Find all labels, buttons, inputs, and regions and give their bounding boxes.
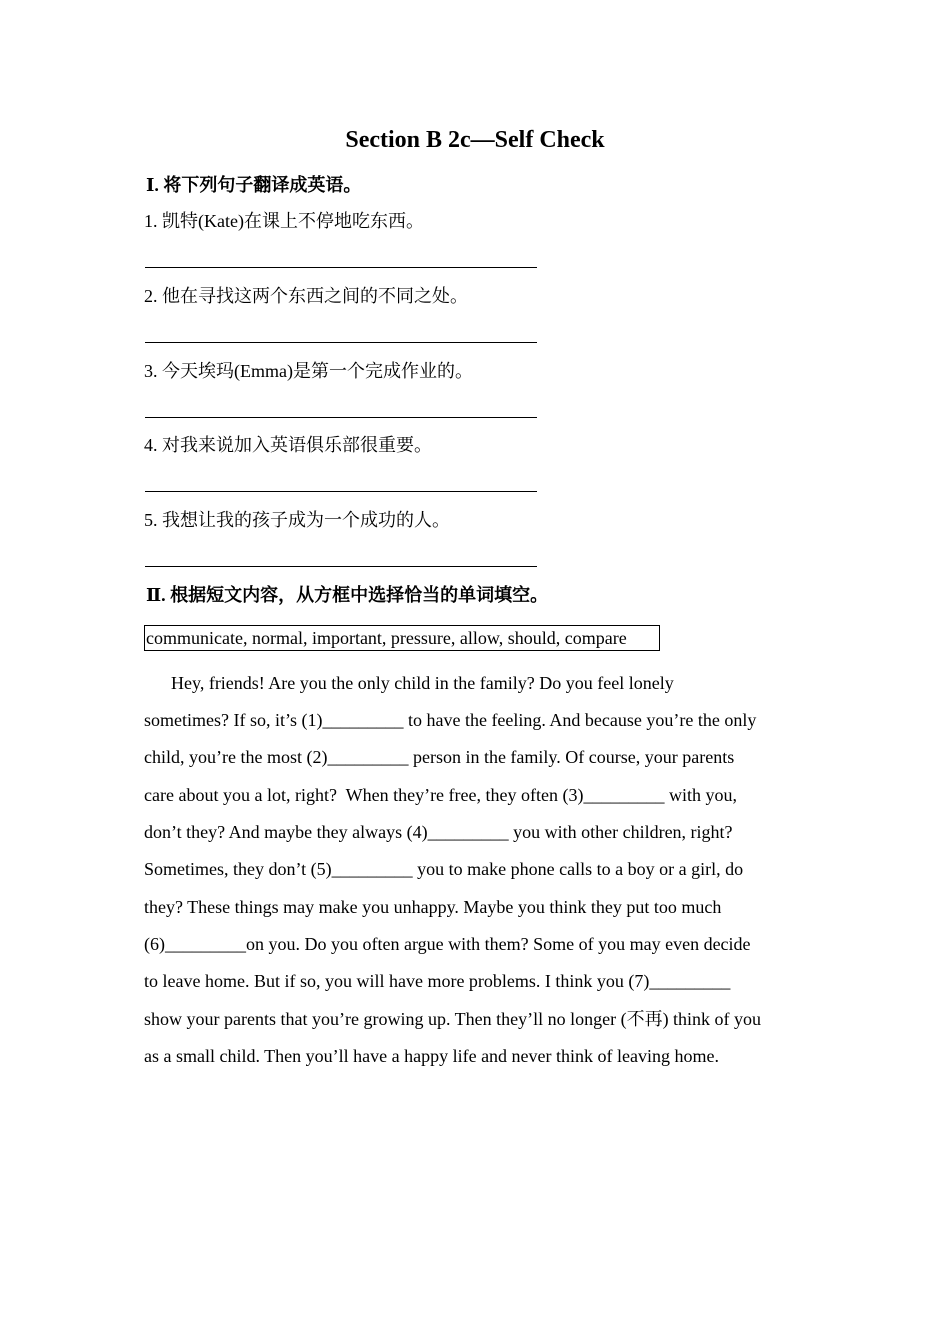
passage-line: don’t they? And maybe they always (4)_________ you with other children, right? (144, 822, 733, 842)
passage-line: they? These things may make you unhappy. Maybe you think they put too much (144, 897, 722, 917)
passage-line: as a small child. Then you’ll have a happy life and never think of leaving home. (144, 1046, 719, 1066)
passage-line: Hey, friends! Are you the only child in the family? Do you feel lonely (144, 673, 674, 693)
question-5: 5. 我想让我的孩子成为一个成功的人。 (144, 510, 450, 530)
answer-line-2[interactable] (145, 342, 537, 343)
passage-line: (6)_________on you. Do you often argue with them? Some of you may even decide (144, 934, 751, 954)
passage-line: sometimes? If so, it’s (1)_________ to have the feeling. And because you’re the only (144, 710, 757, 730)
passage-line: care about you a lot, right? When they’re free, they often (3)_________ with you, (144, 785, 737, 805)
part2-heading: Ⅱ. 根据短文内容，从方框中选择恰当的单词填空。 (146, 585, 549, 605)
question-1: 1. 凯特(Kate)在课上不停地吃东西。 (144, 211, 424, 231)
question-2: 2. 他在寻找这两个东西之间的不同之处。 (144, 286, 468, 306)
word-bank-box: communicate, normal, important, pressure, allow, should, compare (144, 625, 660, 651)
question-3: 3. 今天埃玛(Emma)是第一个完成作业的。 (144, 361, 473, 381)
answer-line-3[interactable] (145, 417, 537, 418)
passage-line: Sometimes, they don’t (5)_________ you to make phone calls to a boy or a girl, do (144, 859, 744, 879)
answer-line-1[interactable] (145, 267, 537, 268)
passage-line: child, you’re the most (2)_________ person in the family. Of course, your parents (144, 747, 735, 767)
answer-line-4[interactable] (145, 491, 537, 492)
answer-line-5[interactable] (145, 566, 537, 567)
question-4: 4. 对我来说加入英语俱乐部很重要。 (144, 435, 432, 455)
passage-line: show your parents that you’re growing up. Then they’ll no longer (不再) think of you (144, 1009, 762, 1029)
passage-line: to leave home. But if so, you will have more problems. I think you (7)_________ (144, 971, 731, 991)
page-title: Section B 2c—Self Check (345, 127, 605, 153)
part1-heading: Ⅰ. 将下列句子翻译成英语。 (146, 175, 362, 195)
